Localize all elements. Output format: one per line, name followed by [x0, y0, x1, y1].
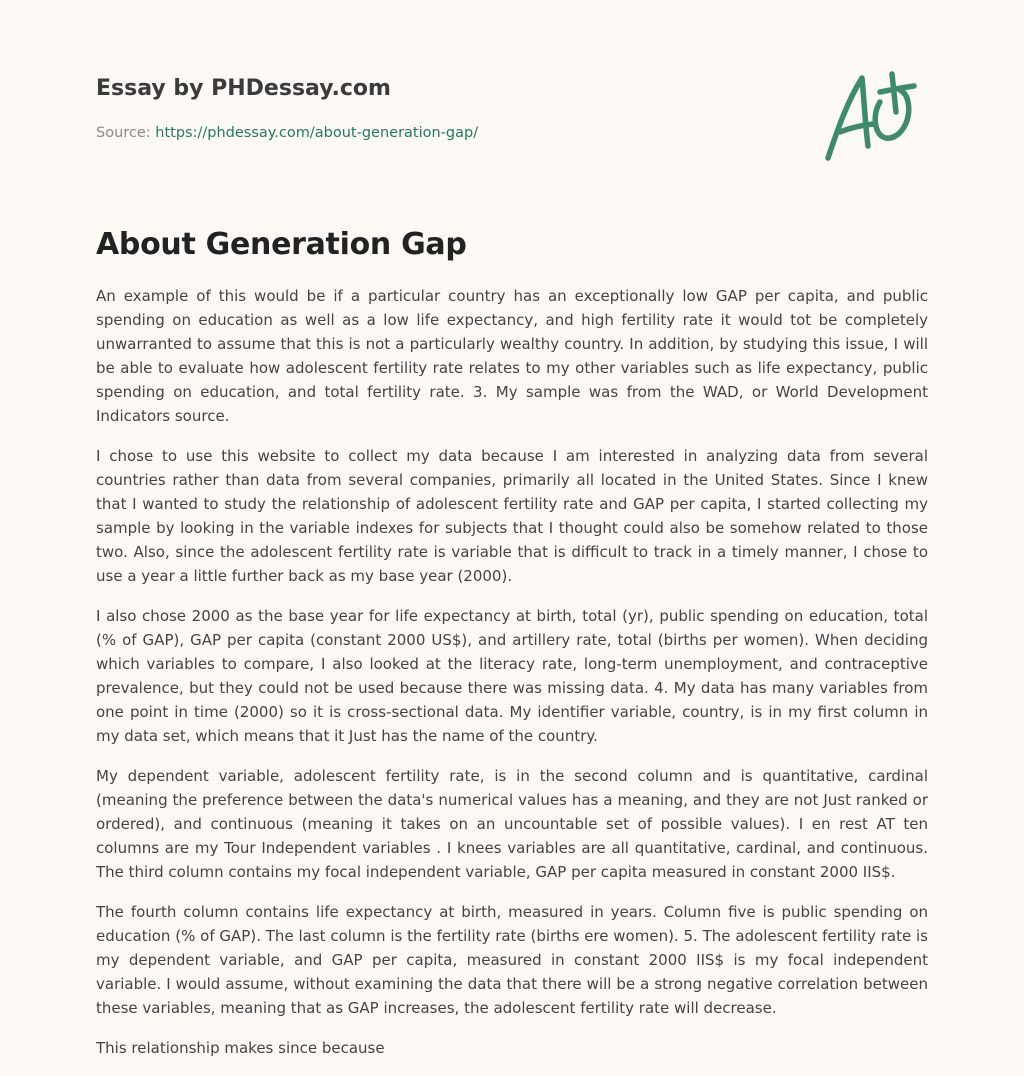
source-link[interactable]: https://phdessay.com/about-generation-gap/ — [155, 125, 479, 141]
essay-paragraph: The fourth column contains life expectancy at birth, measured in years. Column five is public spending on education (% of GAP). The last column is the fertility rate (births ere women). 5. The adolescent fertility rate is my dependent variable, and GAP per capita, measured in constant 2000 IIS$ is my focal independent variable. I would assume, without examining the data that there will be a strong negative correlation between these variables, meaning that as GAP increases, the adolescent fertility rate will decrease. — [96, 903, 928, 1017]
source-line — [96, 123, 936, 143]
essay-body — [96, 284, 928, 1076]
essay-paragraph: This relationship makes since because — [96, 1039, 385, 1057]
brand-title: Essay by PHDessay.com — [96, 76, 391, 101]
essay-paragraph: I also chose 2000 as the base year for life expectancy at birth, total (yr), public spending on education, total (% of GAP), GAP per capita (constant 2000 US$), and artillery rate, total (births per women). When deciding which variables to compare, I also looked at the literacy rate, long-term unemployment, and contraceptive prevalence, but they could not be used because there was missing data. 4. My data has many variables from one point in time (2000) so it is cross-sectional data. My identifier variable, country, is in my first column in my data set, which means that it Just has the name of the country. — [96, 607, 928, 745]
essay-paragraph: An example of this would be if a particular country has an exceptionally low GAP per capita, and public spending on education as well as a low life expectancy, and high fertility rate it would tot be completely unwarranted to assume that this is not a particularly wealthy country. In addition, by studying this issue, I will be able to evaluate how adolescent fertility rate relates to my other variables such as life expectancy, public spending on education, and total fertility rate. 3. My sample was from the WAD, or World Development Indicators source. — [96, 287, 928, 425]
a-plus-logo-icon — [818, 66, 930, 166]
essay-header — [96, 74, 936, 143]
essay-paragraph: My dependent variable, adolescent fertility rate, is in the second column and is quantitative, cardinal (meaning the preference between the data's numerical values has a meaning, and they are not Just ranked or ordered), and continuous (meaning it takes on an uncountable set of possible values). I en rest AT ten columns are my Tour Independent variables . I knees variables are all quantitative, cardinal, and continuous. The third column contains my focal independent variable, GAP per capita measured in constant 2000 IIS$. — [96, 767, 928, 881]
essay-title: About Generation Gap — [96, 227, 467, 262]
essay-paragraph: I chose to use this website to collect my data because I am interested in analyzing data from several countries rather than data from several companies, primarily all located in the United States. Since I knew that I wanted to study the relationship of adolescent fertility rate and GAP per capita, I started collecting my sample by looking in the variable indexes for subjects that I thought could also be somehow related to those two. Also, since the adolescent fertility rate is variable that is difficult to track in a timely manner, I chose to use a year a little further back as my base year (2000). — [96, 447, 928, 585]
source-label: Source: — [96, 125, 156, 141]
